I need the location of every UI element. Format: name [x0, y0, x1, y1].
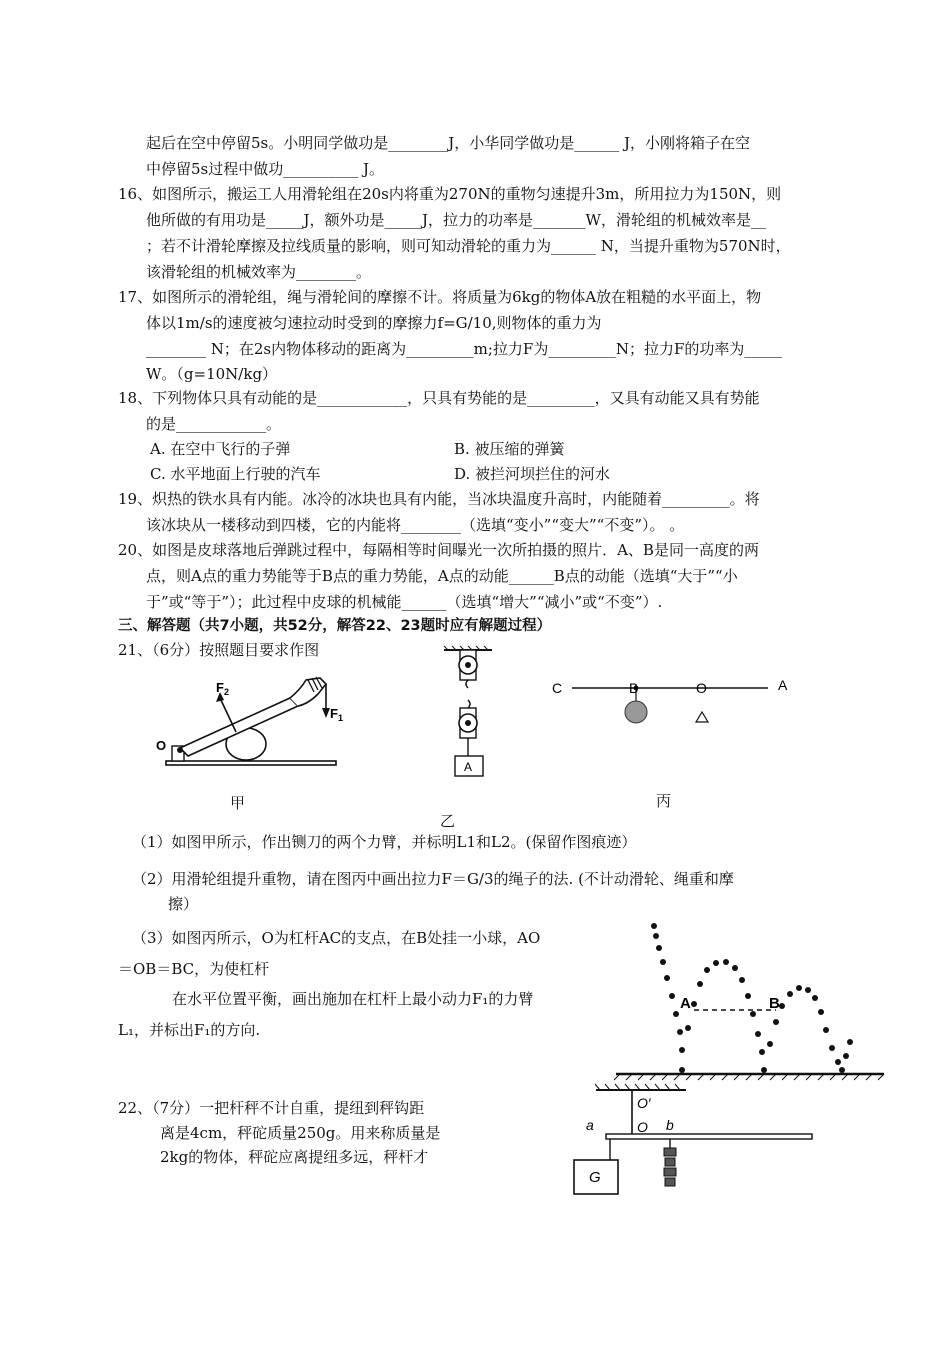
ball-label-a: A — [680, 995, 691, 1012]
figure-bouncing-ball — [612, 918, 892, 1083]
steelyard-label-g: G — [589, 1169, 601, 1186]
caption-yi: 乙 — [440, 812, 456, 830]
jia-label-f2: $F_2$ — [216, 680, 229, 697]
q22-line-2: 离是4cm，秤砣质量250g。用来称质量是 — [160, 1124, 441, 1142]
q18-line-2: 的是____________。 — [146, 415, 282, 433]
steelyard-label-o-prime: O′ — [637, 1095, 651, 1111]
bing-label-a: A — [778, 677, 788, 693]
q21-part-3-line-1: （3）如图丙所示，O为杠杆AC的支点，在B处挂一小球，AO — [132, 929, 541, 947]
yi-block-label: A — [464, 760, 473, 774]
line-02: 中停留5s过程中做功__________ J。 — [146, 160, 385, 178]
q16-line-2: 他所做的有用功是_____J，额外功是_____J，拉力的功率是_______W，滑轮组的机械效率是__ — [146, 211, 766, 229]
steelyard-label-a: a — [586, 1117, 594, 1133]
q21-part-3-line-2: ＝OB＝BC，为使杠杆 — [118, 960, 270, 978]
line-01: 起后在空中停留5s。小明同学做功是________J，小华同学做功是______ J，小刚将箱子在空 — [146, 134, 751, 152]
steelyard-label-o: O — [637, 1119, 648, 1135]
bing-label-b: B — [629, 680, 639, 696]
q17-line-1: 17、如图所示的滑轮组，绳与滑轮间的摩擦不计。将质量为6kg的物体A放在粗糙的水平面上，物 — [118, 288, 762, 306]
figure-yi-pulleys — [438, 646, 498, 781]
q18-option-d: D. 被拦河坝拦住的河水 — [454, 465, 611, 483]
jia-label-o: O — [156, 738, 167, 753]
q17-line-2: 体以1m/s的速度被匀速拉动时受到的摩擦力f=G/10,则物体的重力为 — [146, 314, 602, 332]
q16-line-3: ；若不计滑轮摩擦及拉线质量的影响，则可知动滑轮的重力为______ N，当提升重物为570N时， — [146, 237, 791, 255]
q20-line-3: 于”或“等于”）；此过程中皮球的机械能______（选填“增大”“减小”或“不变”）. — [146, 593, 663, 611]
q18-option-c: C. 水平地面上行驶的汽车 — [150, 465, 321, 483]
q19-line-1: 19、炽热的铁水具有内能。冰冷的冰块也具有内能，当冰块温度升高时，内能随着_________。将 — [118, 490, 760, 508]
bing-label-o: O — [696, 680, 707, 696]
q18-option-b: B. 被压缩的弹簧 — [454, 440, 565, 458]
figure-bing-lever — [550, 676, 800, 736]
q19-line-2: 该冰块从一楼移动到四楼，它的内能将________（选填“变小”“变大”“不变”）。 。 — [146, 516, 685, 534]
q22-line-1: 22、（7分）一把杆秤不计自重，提纽到秤钩距 — [118, 1099, 425, 1117]
q22-line-3: 2kg的物体，秤砣应离提纽多远，秤杆才 — [160, 1148, 429, 1166]
q20-line-2: 点，则A点的重力势能等于B点的重力势能，A点的动能______B点的动能（选填“大于”“小 — [146, 567, 738, 585]
q16-line-1: 16、如图所示，搬运工人用滑轮组在20s内将重为270N的重物匀速提升3m，所用拉力为150N，则 — [118, 185, 782, 203]
q16-line-4: 该滑轮组的机械效率为________。 — [146, 263, 372, 281]
steelyard-label-b: b — [666, 1117, 674, 1133]
q21-part-3-line-4: L₁，并标出F₁的方向. — [118, 1021, 261, 1039]
figure-steelyard — [566, 1082, 826, 1202]
section-3-heading: 三、解答题（共7小题，共52分，解答22、23题时应有解题过程） — [118, 618, 552, 634]
q21-part-2-line-1: （2）用滑轮组提升重物，请在图丙中画出拉力F＝G/3的绳子的法. (不计动滑轮、绳重和摩 — [132, 870, 734, 888]
q21-part-2-line-2: 擦） — [168, 895, 199, 913]
q18-option-a: A. 在空中飞行的子弹 — [150, 440, 291, 458]
q21-part-3-line-3: 在水平位置平衡，画出施加在杠杆上最小动力F₁的力臂 — [172, 990, 534, 1008]
q20-line-1: 20、如图是皮球落地后弹跳过程中，每隔相等时间曝光一次所拍摄的照片．A、B是同一高度的两 — [118, 541, 759, 559]
q18-line-1: 18、下列物体只具有动能的是____________，只具有势能的是_________，又具有动能又具有势能 — [118, 389, 760, 407]
caption-bing: 丙 — [656, 792, 672, 810]
caption-jia: 甲 — [230, 794, 246, 812]
q17-line-3: ________ N；在2s内物体移动的距离为_________m;拉力F为_________N；拉力F的功率为_____ — [146, 340, 782, 358]
q21-part-1: （1）如图甲所示，作出铡刀的两个力臂，并标明L1和L2。(保留作图痕迹） — [132, 833, 637, 851]
ball-label-b: B — [769, 995, 780, 1012]
figure-jia-cutter — [150, 660, 350, 785]
q17-line-4: W。（g=10N/kg） — [146, 365, 278, 383]
jia-label-f1: $F_1$ — [330, 706, 343, 723]
q21-heading: 21、（6分）按照题目要求作图 — [118, 641, 320, 659]
bing-label-c: C — [552, 680, 563, 696]
